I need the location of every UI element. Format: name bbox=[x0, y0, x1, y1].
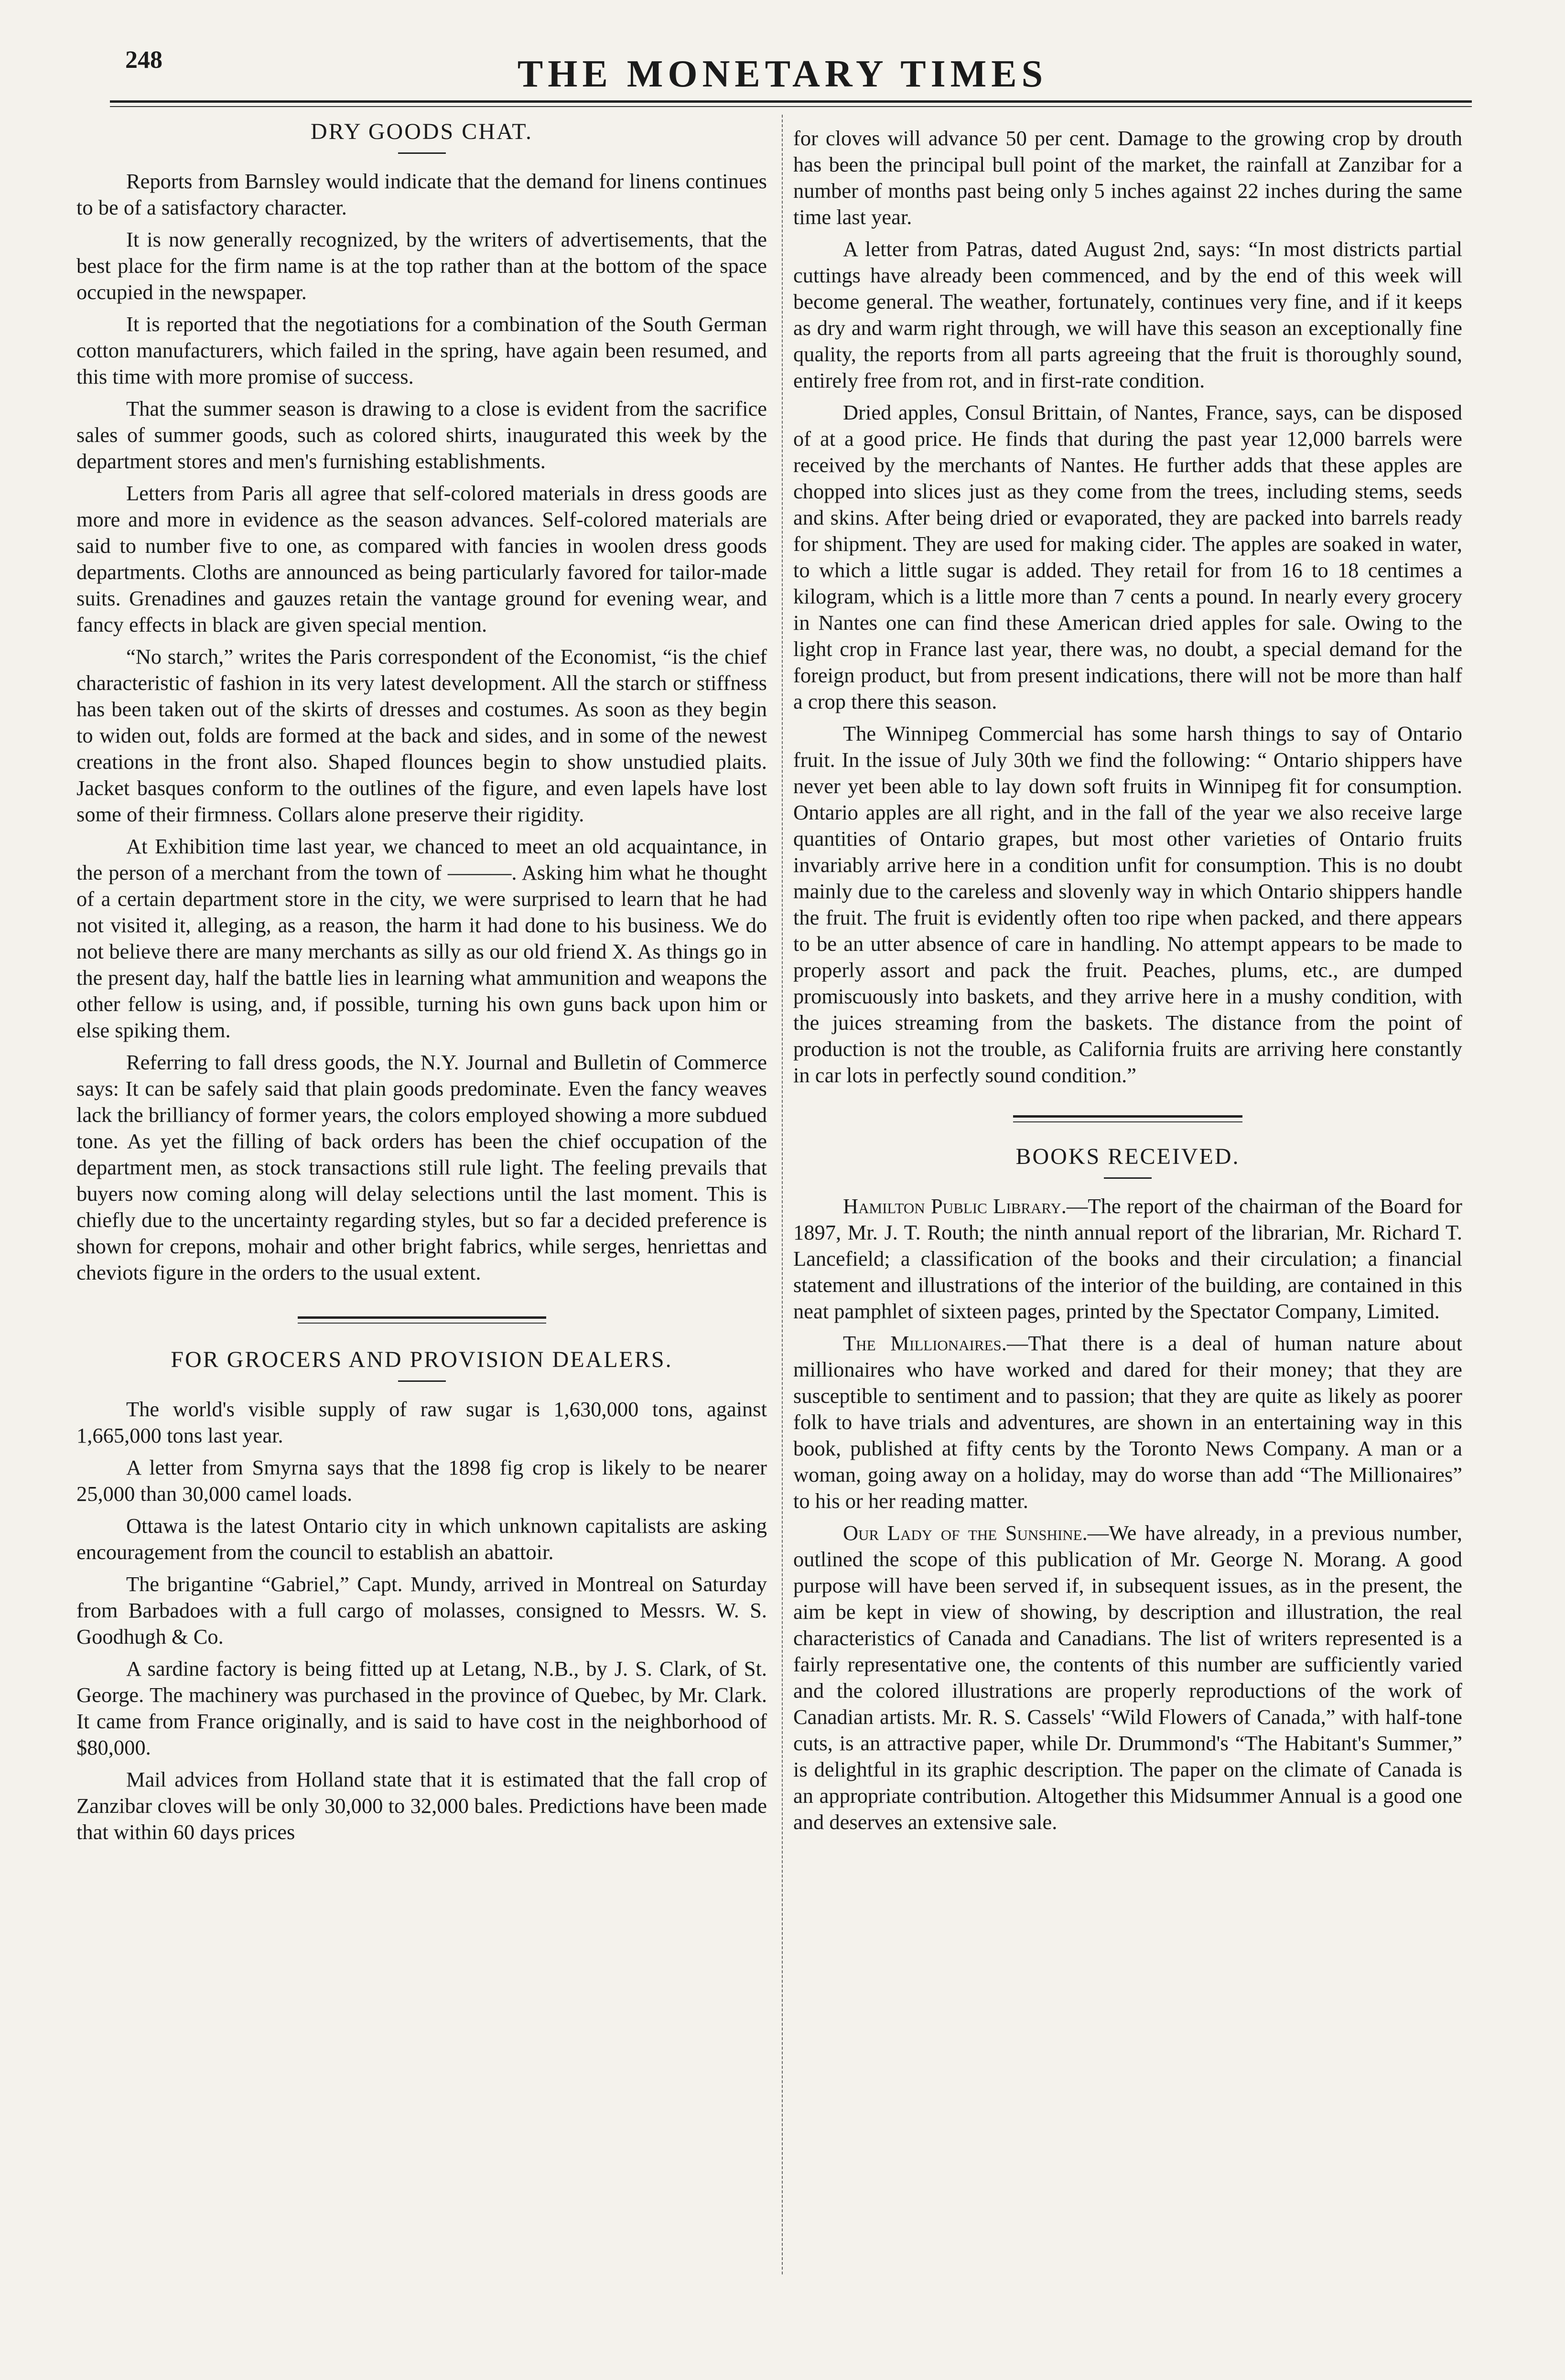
heading-rule bbox=[398, 152, 446, 154]
grocers-paragraph: A letter from Smyrna says that the 1898 fig crop is likely to be nearer 25,000 than 30,000 camel loads. bbox=[76, 1455, 767, 1506]
book-title: The Millionaires. bbox=[843, 1331, 1007, 1355]
grocers-paragraph: Mail advices from Holland state that it is estimated that the fall crop of Zanzibar cloves will be only 30,000 to 32,000 bales. Predictions have been made that within 60 days prices bbox=[76, 1767, 767, 1844]
section-break bbox=[1013, 1115, 1242, 1122]
grocers-paragraph: Dried apples, Consul Brittain, of Nantes, France, says, can be disposed of at a good price. He finds that during the past year 12,000 barrels were received by the merchants of Nantes. He further adds that these apples are chopped into slices just as they come from the trees, including stems, seeds and skins. After being dried or evaporated, they are packed into barrels ready for shipment. They are used for making cider. The apples are soaked in water, to which a little sugar is added. They retail for from 16 to 18 centimes a kilogram, which is a little more than 7 cents a pound. In nearly every grocery in Nantes one can find these American dried apples for sale. Owing to the light crop in France last year, there was, no doubt, a special demand for the foreign product, but from present indications, there will not be more than half a crop there this season. bbox=[793, 400, 1462, 713]
left-column bbox=[76, 116, 767, 1851]
dry-goods-paragraph: Letters from Paris all agree that self-colored materials in dress goods are more and more in evidence as the season advances. Self-colored materials are said to number five to one, as compared with fancies in woolen dress goods departments. Cloths are announced as being particularly favored for tailor-made suits. Grenadines and gauzes retain the vantage ground for evening wear, and fancy effects in black are given special mention. bbox=[76, 481, 767, 636]
column-divider bbox=[782, 115, 783, 2274]
book-description: —The report of the chairman of the Board for 1897, Mr. J. T. Routh; the ninth annual report of the librarian, Mr. Richard T. Lancefield; a classification of the books and their circulation; a financial statement and illustrations of the interior of the building, are contained in this neat pamphlet of sixteen pages, printed by the Spectator Company, Limited. bbox=[793, 1194, 1462, 1323]
grocers-paragraph: A letter from Patras, dated August 2nd, says: “In most districts partial cuttings have already been commenced, and by the end of this week will become general. The weather, fortunately, continues very fine, and if it keeps as dry and warm right through, we will have this season an exceptionally fine quality, the reports from all parts agreeing that the fruit is thoroughly sound, entirely free from rot, and in first-rate condition. bbox=[793, 237, 1462, 392]
dry-goods-paragraph: At Exhibition time last year, we chanced to meet an old acquaintance, in the person of a merchant from the town of ———. Asking him what he thought of a certain department store in the city, we were surprised to learn that he had not visited it, alleging, as a reason, the harm it had done to his business. We do not believe there are many merchants as silly as our old friend X. As things go in the present day, half the battle lies in learning what ammunition and weapons the other fellow is using, and, if possible, turning his own guns back upon him or else spiking them. bbox=[76, 834, 767, 1042]
dry-goods-paragraph: Reports from Barnsley would indicate that the demand for linens continues to be of a satisfactory character. bbox=[76, 169, 767, 219]
right-column bbox=[793, 125, 1462, 1841]
grocers-paragraph: Ottawa is the latest Ontario city in which unknown capitalists are asking encouragement from the council to establish an abattoir. bbox=[76, 1514, 767, 1564]
masthead-rule bbox=[110, 100, 1472, 103]
dry-goods-paragraph: That the summer season is drawing to a close is evident from the sacrifice sales of summer goods, such as colored shirts, inaugurated this week by the department stores and men's furnishing establishments. bbox=[76, 397, 767, 473]
grocers-paragraph: The brigantine “Gabriel,” Capt. Mundy, arrived in Montreal on Saturday from Barbadoes with a full cargo of molasses, consigned to Messrs. W. S. Goodhugh & Co. bbox=[76, 1572, 767, 1648]
grocers-paragraph: A sardine factory is being fitted up at Letang, N.B., by J. S. Clark, of St. George. The machinery was purchased in the province of Quebec, by Mr. Clark. It came from France originally, and is said to have cost in the neighborhood of $80,000. bbox=[76, 1657, 767, 1759]
heading-rule bbox=[1104, 1177, 1152, 1179]
grocers-paragraph: The world's visible supply of raw sugar is 1,630,000 tons, against 1,665,000 tons last year. bbox=[76, 1397, 767, 1447]
books-heading: BOOKS RECEIVED. bbox=[1015, 1144, 1240, 1169]
dry-goods-paragraph: It is now generally recognized, by the writers of advertisements, that the best place for the firm name is at the top rather than at the bottom of the space occupied in the newspaper. bbox=[76, 227, 767, 304]
dry-goods-paragraph: Referring to fall dress goods, the N.Y. Journal and Bulletin of Commerce says: It can be safely said that plain goods predominate. Even the fancy weaves lack the brilliancy of former years, the colors employed showing a more subdued tone. As yet the filling of back orders has been the chief occupation of the department men, as stock transactions still rule light. The feeling prevails that buyers now coming along will delay selections until the last moment. This is chiefly due to the uncertainty regarding styles, but so far a decided preference is shown for crepons, mohair and other bright fabrics, while serges, henriettas and cheviots figure in the orders to the usual extent. bbox=[76, 1050, 767, 1284]
section-break bbox=[298, 1316, 546, 1324]
masthead-rule-thin bbox=[110, 106, 1472, 107]
book-entry bbox=[793, 1193, 1462, 1325]
dry-goods-paragraph: “No starch,” writes the Paris correspondent of the Economist, “is the chief characteristic of fashion in its very latest development. All the starch or stiffness has been taken out of the skirts of dresses and costumes. As soon as they begin to widen out, folds are formed at the back and sides, and in some of the newest creations in the front also. Shaped flounces begin to show unstudied plaits. Jacket basques conform to the outlines of the figure, and even lapels have lost some of their firmness. Collars alone preserve their rigidity. bbox=[76, 645, 767, 826]
page-number: 248 bbox=[125, 46, 162, 74]
book-title: Our Lady of the Sunshine. bbox=[843, 1521, 1088, 1545]
grocers-heading: FOR GROCERS AND PROVISION DEALERS. bbox=[171, 1347, 673, 1372]
continued-paragraph: for cloves will advance 50 per cent. Damage to the growing crop by drouth has been the principal bull point of the market, the rainfall at Zanzibar for a number of months past being only 5 inches against 22 inches during the same time last year. bbox=[793, 126, 1462, 229]
book-entry bbox=[793, 1330, 1462, 1514]
book-description: —We have already, in a previous number, outlined the scope of this publication of Mr. George N. Morang. A good purpose will have been served if, in subsequent issues, as in the present, the aim be kept in view of showing, by description and illustration, the real characteristics of Canada and Canadians. The list of writers represented is a fairly representative one, the contents of this number are sufficiently varied and the colored illustrations are properly reproductions of the work of Canadian artists. Mr. R. S. Cassels' “Wild Flowers of Canada,” with half-tone cuts, is an attractive paper, while Dr. Drummond's “The Habitant's Summer,” is delightful in its graphic description. The paper on the climate of Canada is an appropriate contribution. Altogether this Midsummer Annual is a good one and deserves an extensive sale. bbox=[793, 1521, 1462, 1834]
dry-goods-heading: DRY GOODS CHAT. bbox=[310, 119, 533, 144]
grocers-paragraph: The Winnipeg Commercial has some harsh things to say of Ontario fruit. In the issue of July 30th we find the following: “ Ontario shippers have never yet been able to lay down soft fruits in Winnipeg fit for consumption. Ontario apples are all right, and in the fall of the year we also receive large quantities of Ontario grapes, but most other varieties of Ontario fruits invariably arrive here in a condition unfit for consumption. This is no doubt mainly due to the careless and slovenly way in which Ontario shippers handle the fruit. The fruit is evidently often too ripe when packed, and there appears to be an utter absence of care in handling. No attempt appears to be made to properly assort and pack the fruit. Peaches, plums, etc., are dumped promiscuously into baskets, and they arrive here in a mushy condition, with the juices streaming from the baskets. The distance from the point of production is not the trouble, as California fruits are arriving here constantly in car lots in perfectly sound condition.” bbox=[793, 722, 1462, 1087]
dry-goods-paragraph: It is reported that the negotiations for a combination of the South German cotton manufacturers, which failed in the spring, have again been resumed, and this time with more promise of success. bbox=[76, 312, 767, 388]
book-title: Hamilton Public Library. bbox=[843, 1194, 1067, 1218]
heading-rule bbox=[398, 1380, 446, 1382]
masthead-title: THE MONETARY TIMES bbox=[517, 53, 1048, 95]
book-entry bbox=[793, 1520, 1462, 1835]
book-description: —That there is a deal of human nature about millionaires who have worked and dared for their money; that they are susceptible to sentiment and to passion; that they are quite as likely as poorer folk to have trials and adventures, are shown in an entertaining way in this book, published at fifty cents by the Toronto News Company. A man or a woman, going away on a holiday, may do worse than add “The Millionaires” to his or her reading matter. bbox=[793, 1331, 1462, 1513]
